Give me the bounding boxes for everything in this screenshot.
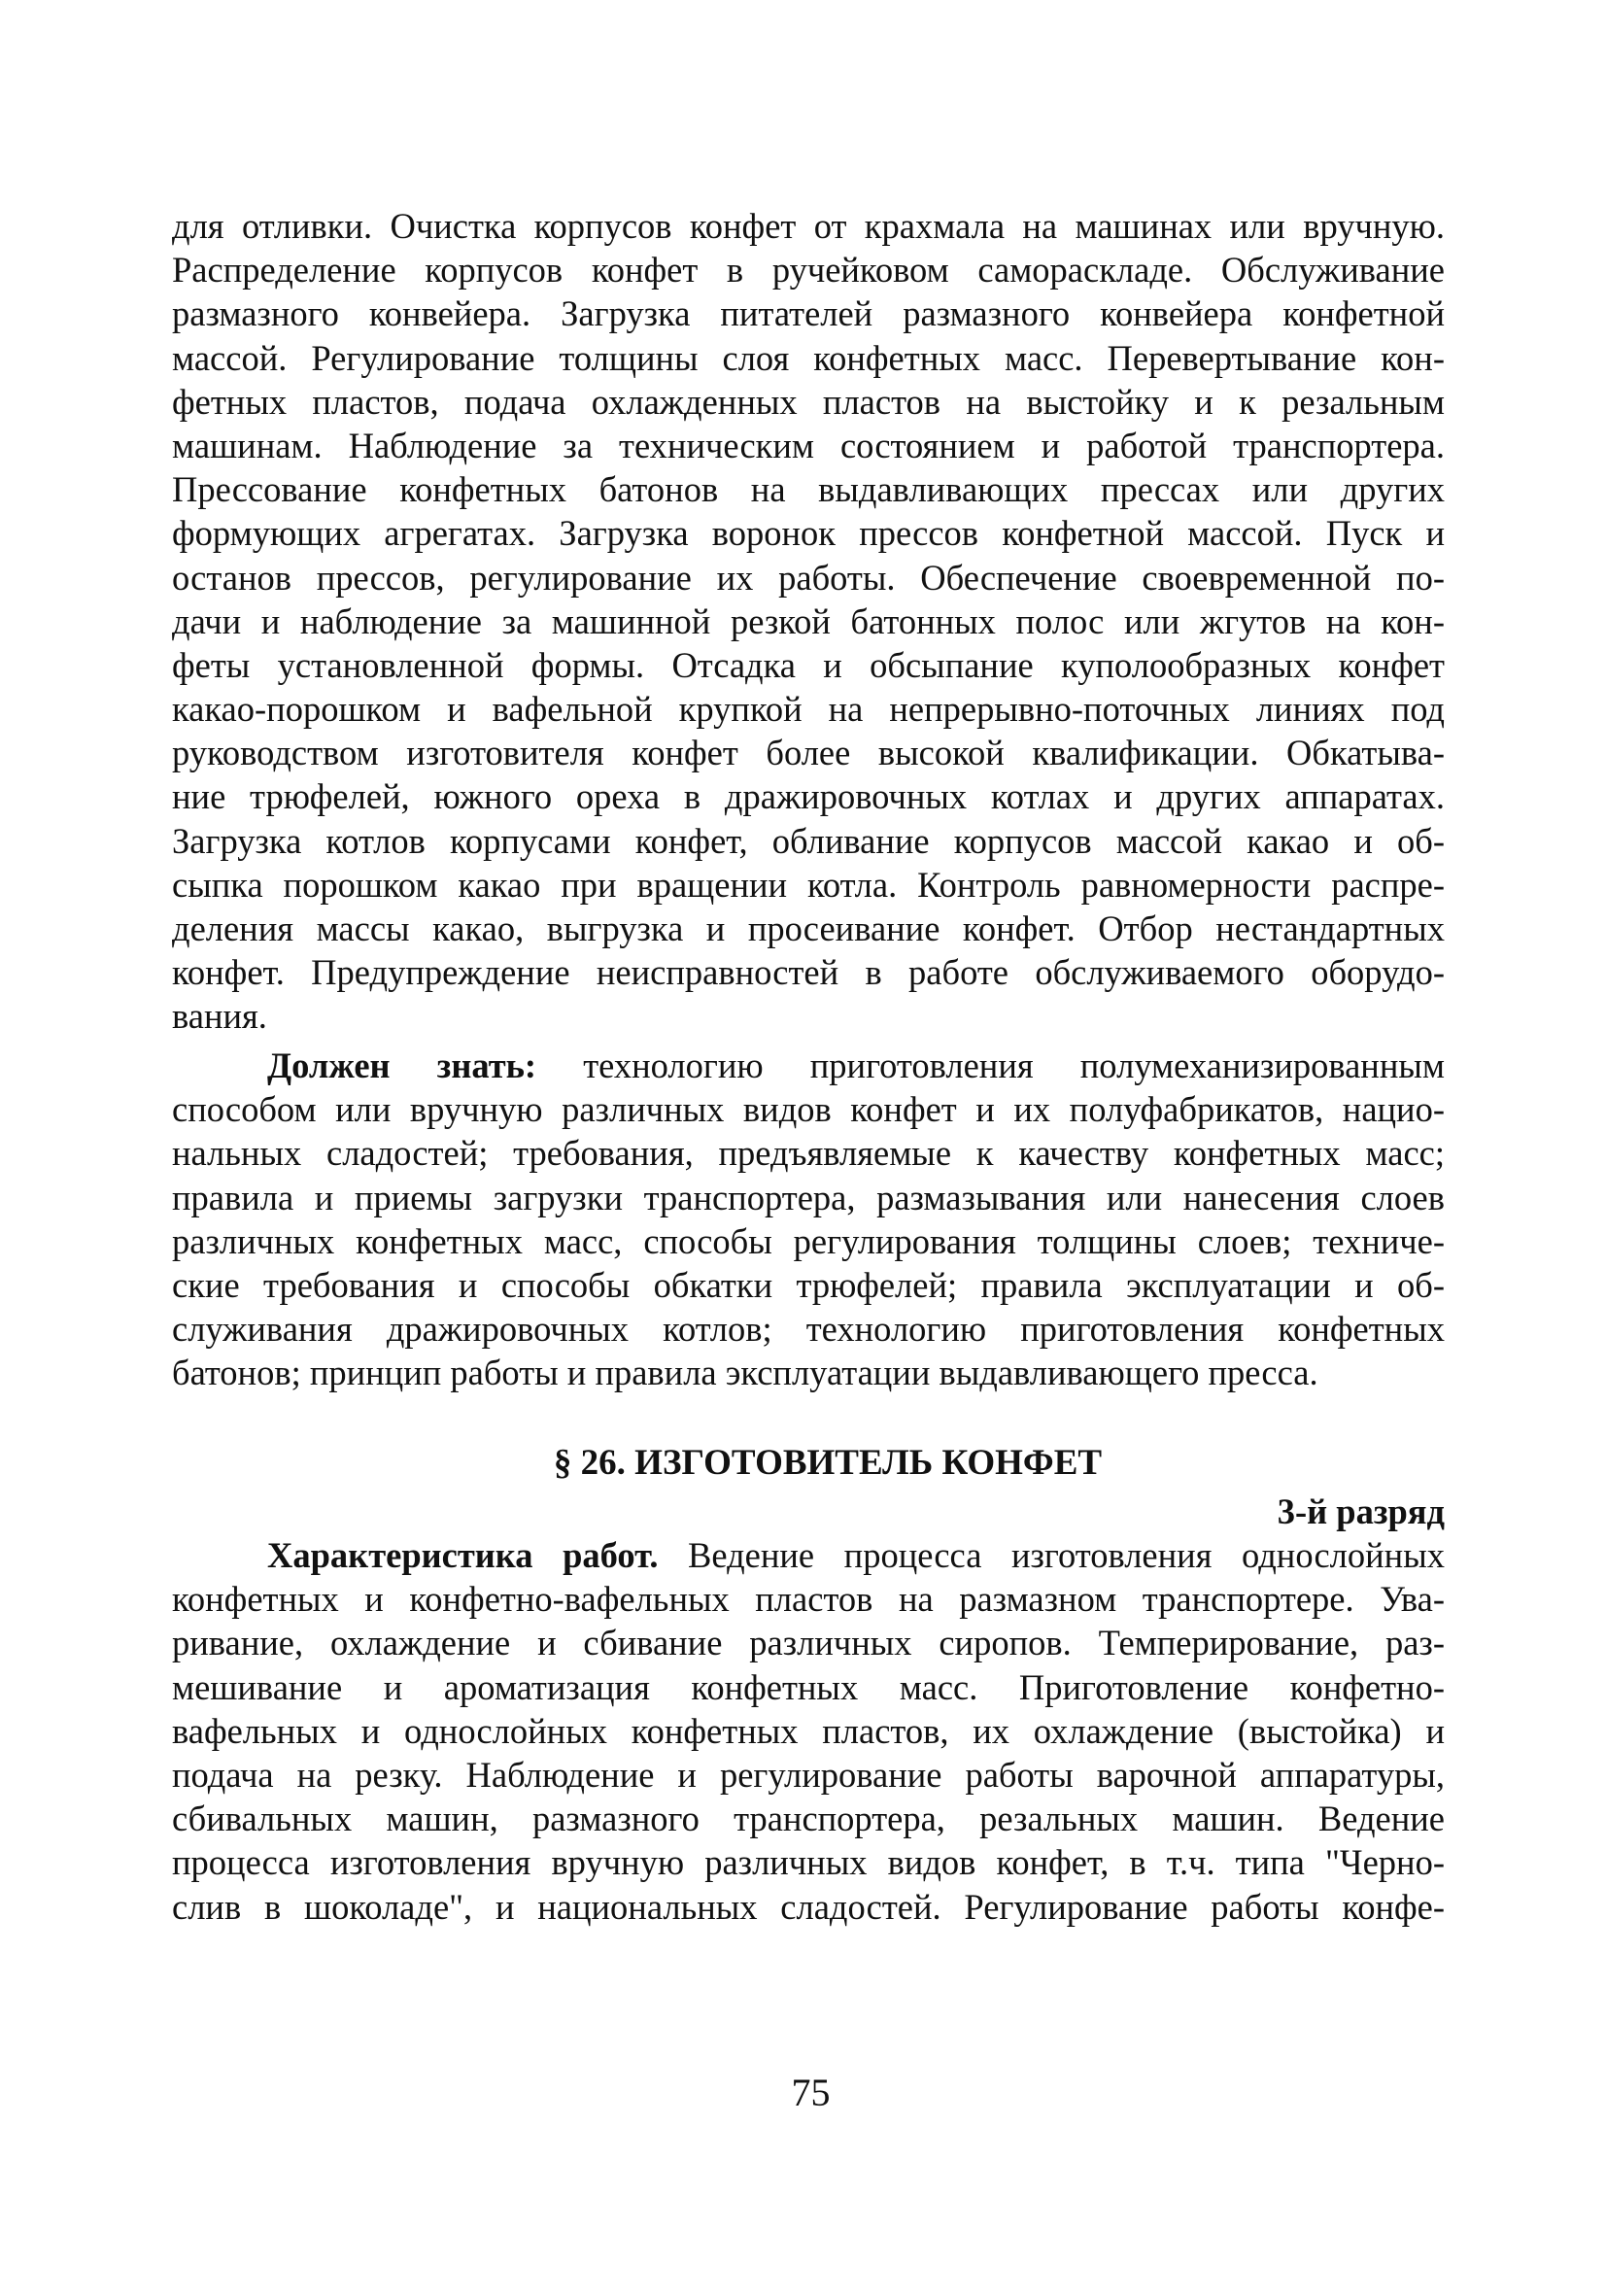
text-line: служивания дражировочных котлов; технологию приготовления конфетных [172,1309,1445,1350]
text-line: сбивальных машин, размазного транспортера, резальных машин. Ведение [172,1799,1445,1839]
text-line: для отливки. Очистка корпусов конфет от крахмала на машинах или вручную. [172,206,1445,246]
text-line: сыпка порошком какао при вращении котла. Контроль равномерности распре- [172,864,1445,905]
text-line: вафельных и однослойных конфетных пластов, их охлаждение (выстойка) и [172,1710,1445,1751]
text-line: деления массы какао, выгрузка и просеивание конфет. Отбор нестандартных [172,908,1445,948]
section-heading: § 26. ИЗГОТОВИТЕЛЬ КОНФЕТ [553,1443,1103,1483]
text-line: ские требования и способы обкатки трюфелей; правила эксплуатации и об- [172,1264,1445,1305]
paragraph-first-line [172,1044,1445,1087]
text-line: руководством изготовителя конфет более высокой квалификации. Обкатыва- [172,733,1445,773]
text-line: мешивание и ароматизация конфетных масс. Приготовление конфетно- [172,1666,1445,1707]
paragraph-must-know [172,1044,1445,1395]
text-line: дачи и наблюдение за машинной резкой батонных полос или жгутов на кон- [172,600,1445,641]
text-line: нальных сладостей; требования, предъявляемые к качеству конфетных масс; [172,1133,1445,1174]
page-number: 75 [791,2071,831,2114]
paragraph-duties-continued [172,204,1445,1039]
text-line: феты установленной формы. Отсадка и обсыпание куполообразных конфет [172,644,1445,685]
grade-label: 3-й разряд [1277,1491,1445,1531]
text-line: конфетных и конфетно-вафельных пластов на размазном транспортере. Ува- [172,1579,1445,1620]
text-line: подача на резку. Наблюдение и регулирование работы варочной аппаратуры, [172,1754,1445,1795]
characteristics-lead: Характеристика работ. [267,1535,659,1575]
text-line: фетных пластов, подача охлажденных пластов на выстойку и к резальным [172,381,1445,422]
text-line: различных конфетных масс, способы регулирования толщины слоев; техниче- [172,1220,1445,1261]
text-line: правила и приемы загрузки транспортера, размазывания или нанесения слоев [172,1177,1445,1217]
text-line: останов прессов, регулирование их работы. Обеспечение своевременной по- [172,557,1445,598]
text-line: Распределение корпусов конфет в ручейковом самораскладе. Обслуживание [172,250,1445,291]
must-know-lead: Должен знать: [267,1045,537,1085]
must-know-first-line-text: технологию приготовления полумеханизированным [536,1045,1445,1085]
paragraph-work-characteristics [172,1533,1445,1929]
text-line: слив в шоколаде", и национальных сладостей. Регулирование работы конфе- [172,1886,1445,1927]
text-line: способом или вручную различных видов конфет и их полуфабрикатов, нацио- [172,1089,1445,1130]
text-line: машинам. Наблюдение за техническим состоянием и работой транспортера. [172,425,1445,465]
text-line: ривание, охлаждение и сбивание различных сиропов. Темперирование, раз- [172,1623,1445,1663]
text-line: Загрузка котлов корпусами конфет, обливание корпусов массой какао и об- [172,820,1445,861]
characteristics-first-line-text: Ведение процесса изготовления однослойных [658,1535,1445,1575]
text-line: Прессование конфетных батонов на выдавливающих прессах или других [172,469,1445,510]
text-line: вания. [172,996,267,1037]
text-line: какао-порошком и вафельной крупкой на непрерывно-поточных линиях под [172,689,1445,730]
text-line: батонов; принцип работы и правила эксплуатации выдавливающего пресса. [172,1353,1318,1393]
text-line: массой. Регулирование толщины слоя конфетных масс. Перевертывание кон- [172,337,1445,378]
text-line: конфет. Предупреждение неисправностей в работе обслуживаемого оборудо- [172,952,1445,993]
text-line: ние трюфелей, южного ореха в дражировочных котлах и других аппаратах. [172,776,1445,817]
text-line: размазного конвейера. Загрузка питателей размазного конвейера конфетной [172,293,1445,334]
text-line: процесса изготовления вручную различных видов конфет, в т.ч. типа "Черно- [172,1842,1445,1883]
text-line: формующих агрегатах. Загрузка воронок прессов конфетной массой. Пуск и [172,513,1445,554]
paragraph-first-line [172,1533,1445,1577]
